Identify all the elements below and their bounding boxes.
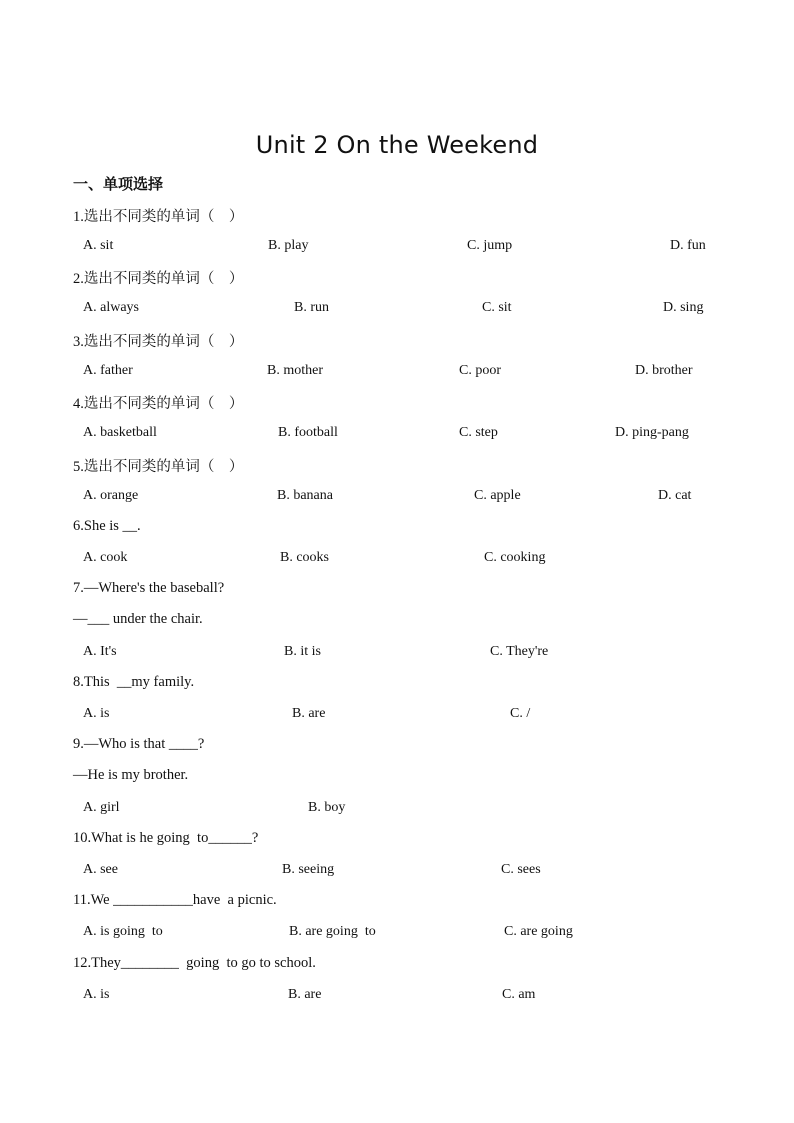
page-title: Unit 2 On the Weekend [255,131,539,159]
option-c: C. apple [474,488,521,503]
option-a: A. is [83,706,110,721]
question-stem: 11.We ___________have a picnic. [73,892,277,908]
option-c: C. jump [467,238,513,253]
question-stem: 7.—Where's the baseball? [73,580,225,596]
option-b: B. are [292,706,326,721]
option-a: A. basketball [83,425,157,440]
option-b: B. seeing [282,862,335,877]
option-d: D. cat [658,488,692,503]
option-c: C. / [510,706,531,721]
option-b: B. banana [277,488,333,503]
option-d: D. brother [635,363,693,378]
question-stem: 8.This __my family. [73,674,195,690]
question-stem-line-2: —___ under the chair. [73,611,203,627]
option-a: A. orange [83,488,139,503]
option-a: A. is going to [83,924,163,939]
option-a: A. always [83,300,139,315]
question-stem: 1.选出不同类的单词（ ） [73,209,244,225]
option-c: C. cooking [484,550,546,565]
option-c: C. am [502,987,536,1002]
option-a: A. girl [83,800,120,815]
option-a: A. sit [83,238,114,253]
question-stem: 3.选出不同类的单词（ ） [73,334,244,350]
question-stem: 10.What is he going to______? [73,830,259,846]
section-heading: 一、单项选择 [73,175,164,193]
option-c: C. They're [490,644,549,659]
option-b: B. are going to [289,924,376,939]
question-stem: 6.She is __. [73,518,141,534]
option-a: A. see [83,862,118,877]
option-d: D. fun [670,238,706,253]
option-b: B. it is [284,644,321,659]
option-c: C. step [459,425,498,440]
option-c: C. poor [459,363,501,378]
option-a: A. It's [83,644,117,659]
option-c: C. are going [504,924,573,939]
option-a: A. cook [83,550,128,565]
question-stem: 5.选出不同类的单词（ ） [73,459,244,475]
option-d: D. ping-pang [615,425,689,440]
option-d: D. sing [663,300,704,315]
option-b: B. cooks [280,550,329,565]
option-c: C. sit [482,300,512,315]
option-b: B. run [294,300,329,315]
option-b: B. are [288,987,322,1002]
option-b: B. mother [267,363,323,378]
question-stem-line-2: —He is my brother. [73,767,189,783]
option-b: B. boy [308,800,346,815]
option-a: A. father [83,363,133,378]
question-stem: 9.—Who is that ____? [73,736,205,752]
option-b: B. play [268,238,309,253]
option-c: C. sees [501,862,541,877]
question-stem: 12.They________ going to go to school. [73,955,316,971]
question-stem: 4.选出不同类的单词（ ） [73,396,244,412]
question-stem: 2.选出不同类的单词（ ） [73,271,244,287]
option-a: A. is [83,987,110,1002]
option-b: B. football [278,425,338,440]
